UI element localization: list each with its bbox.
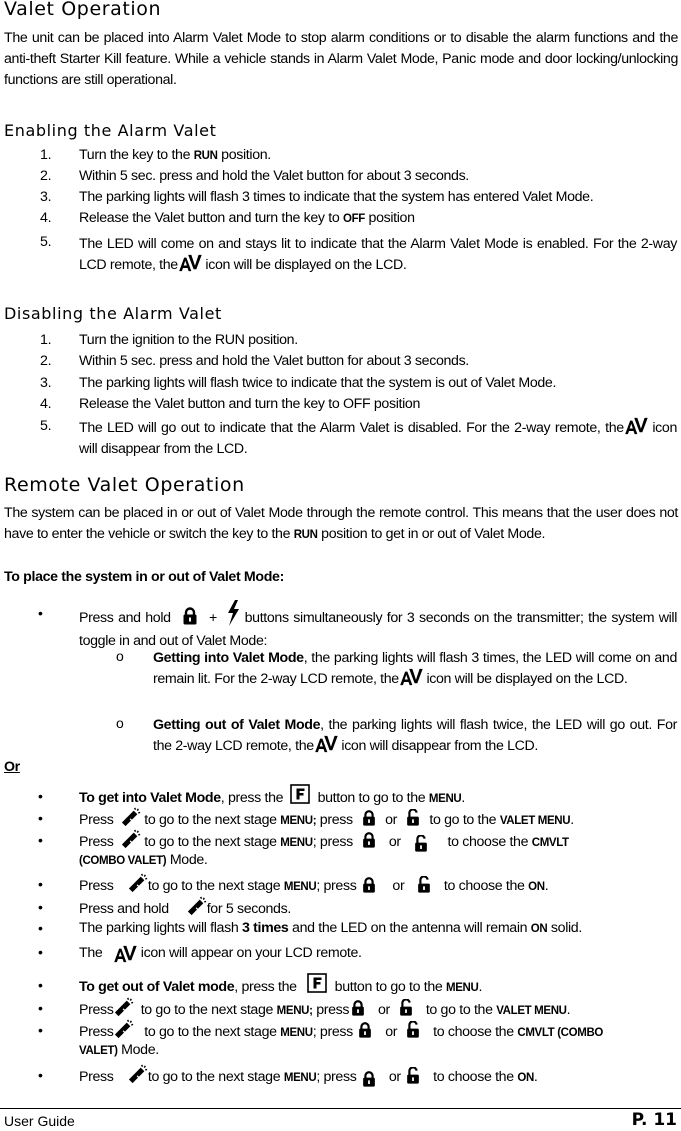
list-number: 3. (40, 375, 52, 391)
list-item: Getting out of Valet Mode, the parking lights will flash twice, the LED will go out. For the 2-way LCD remote, the icon will disappear from the LCD. (153, 717, 677, 754)
bullet: • (38, 1000, 43, 1016)
list-number: 4. (40, 210, 52, 226)
bold-heading: To place the system in or out of Valet Mode: (4, 569, 284, 585)
bullet: • (38, 876, 43, 892)
list-number: 3. (40, 189, 52, 205)
list-item: Within 5 sec. press and hold the Valet button for about 3 seconds. (79, 168, 469, 184)
valet-av-icon (178, 254, 202, 272)
list-item: To get out of Valet mode, press the button to go to the MENU. (79, 977, 482, 997)
list-item: The parking lights will flash twice to indicate that the system is out of Valet Mode. (79, 375, 557, 391)
lightning-icon (226, 600, 240, 626)
list-number: 4. (40, 396, 52, 412)
list-item: Press to go to the next stage MENU; press or to choose the CMVLT (COMBO (79, 1022, 603, 1042)
bullet: • (38, 605, 43, 621)
list-item: Within 5 sec. press and hold the Valet button for about 3 seconds. (79, 353, 469, 369)
wand-icon (128, 1064, 148, 1084)
lock-icon (349, 999, 367, 1017)
list-number: 2. (40, 353, 52, 369)
valet-operation-paragraph: The unit can be placed into Alarm Valet Mode to stop alarm conditions or to disable the alarm functions and the anti-theft Starter Kill feature. While a vehicle stands in Alarm Valet Mode, Panic mode and door locking/unlocking functions are still operational. (4, 30, 678, 88)
list-item: Turn the key to the RUN position. (79, 147, 271, 163)
list-item-continuation: VALET) Mode. (79, 1042, 159, 1058)
lock-icon (360, 809, 378, 827)
footer-title: User Guide (4, 1113, 75, 1129)
unlock-icon (404, 1067, 422, 1085)
section-title-remote-valet: Remote Valet Operation (4, 474, 245, 496)
bullet: • (38, 899, 43, 915)
list-item: Getting into Valet Mode, the parking lights will flash 3 times, the LED will come on and remain lit. For the 2-way LCD remote, the icon will be displayed on the LCD. (153, 650, 677, 687)
list-item: The LED will go out to indicate that the Alarm Valet is disabled. For the 2-way remote, the icon will disappear from the LCD. (79, 418, 677, 460)
bullet: • (38, 788, 43, 804)
list-item: The LED will come on and stays lit to indicate that the Alarm Valet Mode is enabled. For the 2-way LCD remote, the icon will be displayed on the LCD. (79, 236, 677, 273)
bullet: • (38, 832, 43, 848)
list-number: 2. (40, 168, 52, 184)
unlock-icon (415, 876, 433, 894)
list-item: Press to go to the next stage MENU; press or to choose the ON. (79, 876, 548, 896)
list-number: 5. (40, 234, 52, 250)
valet-av-icon (113, 945, 137, 963)
bullet: • (38, 920, 43, 936)
list-number: 1. (40, 332, 52, 348)
or-label: Or (4, 759, 20, 775)
list-item: Turn the ignition to the RUN position. (79, 332, 298, 348)
list-item: Press and hold + buttons simultaneously for 3 seconds on the transmitter; the system will toggle in and out of Valet Mode: (79, 605, 677, 652)
wand-icon (121, 829, 141, 849)
bullet: • (38, 1067, 43, 1083)
lock-icon (180, 606, 200, 626)
section-title-valet-operation: Valet Operation (4, 0, 162, 20)
wand-icon (114, 997, 134, 1017)
list-item-continuation: (COMBO VALET) Mode. (79, 852, 208, 868)
wand-icon (128, 873, 148, 893)
list-item: Press and hold for 5 seconds. (79, 899, 291, 919)
bullet: • (38, 977, 43, 993)
lock-icon (360, 876, 378, 894)
page-number: P. 11 (631, 1110, 677, 1130)
unlock-icon (397, 999, 415, 1017)
list-item: Release the Valet button and turn the key to OFF position (79, 396, 420, 412)
valet-av-icon (624, 417, 648, 435)
list-item: Press to go to the next stage MENU; press or to go to the VALET MENU. (79, 810, 574, 830)
unlock-icon (404, 809, 422, 827)
function-f-icon (290, 784, 310, 804)
list-item: Press to go to the next stage MENU; press or to choose the ON. (79, 1067, 538, 1087)
list-item: The parking lights will flash 3 times and the LED on the antenna will remain ON solid. (79, 920, 582, 936)
list-item: The parking lights will flash 3 times to indicate that the system has entered Valet Mode. (79, 189, 594, 205)
valet-av-icon (399, 668, 423, 686)
wand-icon (114, 1019, 134, 1039)
list-item: Release the Valet button and turn the key to OFF position (79, 210, 415, 226)
function-f-icon (307, 973, 327, 993)
list-item: The icon will appear on your LCD remote. (79, 944, 362, 962)
list-item: Press to go to the next stage MENU; press or to go to the VALET MENU. (79, 1000, 570, 1020)
bullet: • (38, 810, 43, 826)
valet-av-icon (314, 735, 338, 753)
sub-bullet: o (116, 648, 124, 664)
section-title-disabling: Disabling the Alarm Valet (4, 304, 222, 323)
wand-icon (121, 807, 141, 827)
sub-bullet: o (116, 715, 124, 731)
section-title-enabling: Enabling the Alarm Valet (4, 121, 217, 140)
list-item: To get into Valet Mode, press the button to go to the MENU. (79, 788, 465, 808)
lock-icon (360, 831, 378, 849)
footer-divider (0, 1108, 681, 1109)
unlock-icon (412, 835, 430, 853)
remote-valet-paragraph: The system can be placed in or out of Valet Mode through the remote control. This means that the user does not have to enter the vehicle or switch the key to the RUN position to get in or out of Valet Mode. (4, 505, 678, 542)
wand-icon (187, 896, 207, 916)
unlock-icon (404, 1021, 422, 1039)
lock-icon (360, 1070, 378, 1088)
list-number: 1. (40, 147, 52, 163)
bullet: • (38, 944, 43, 960)
bullet: • (38, 1022, 43, 1038)
list-item: Press to go to the next stage MENU; press or to choose the CMVLT (79, 832, 569, 852)
list-number: 5. (40, 418, 52, 434)
lock-icon (356, 1021, 374, 1039)
